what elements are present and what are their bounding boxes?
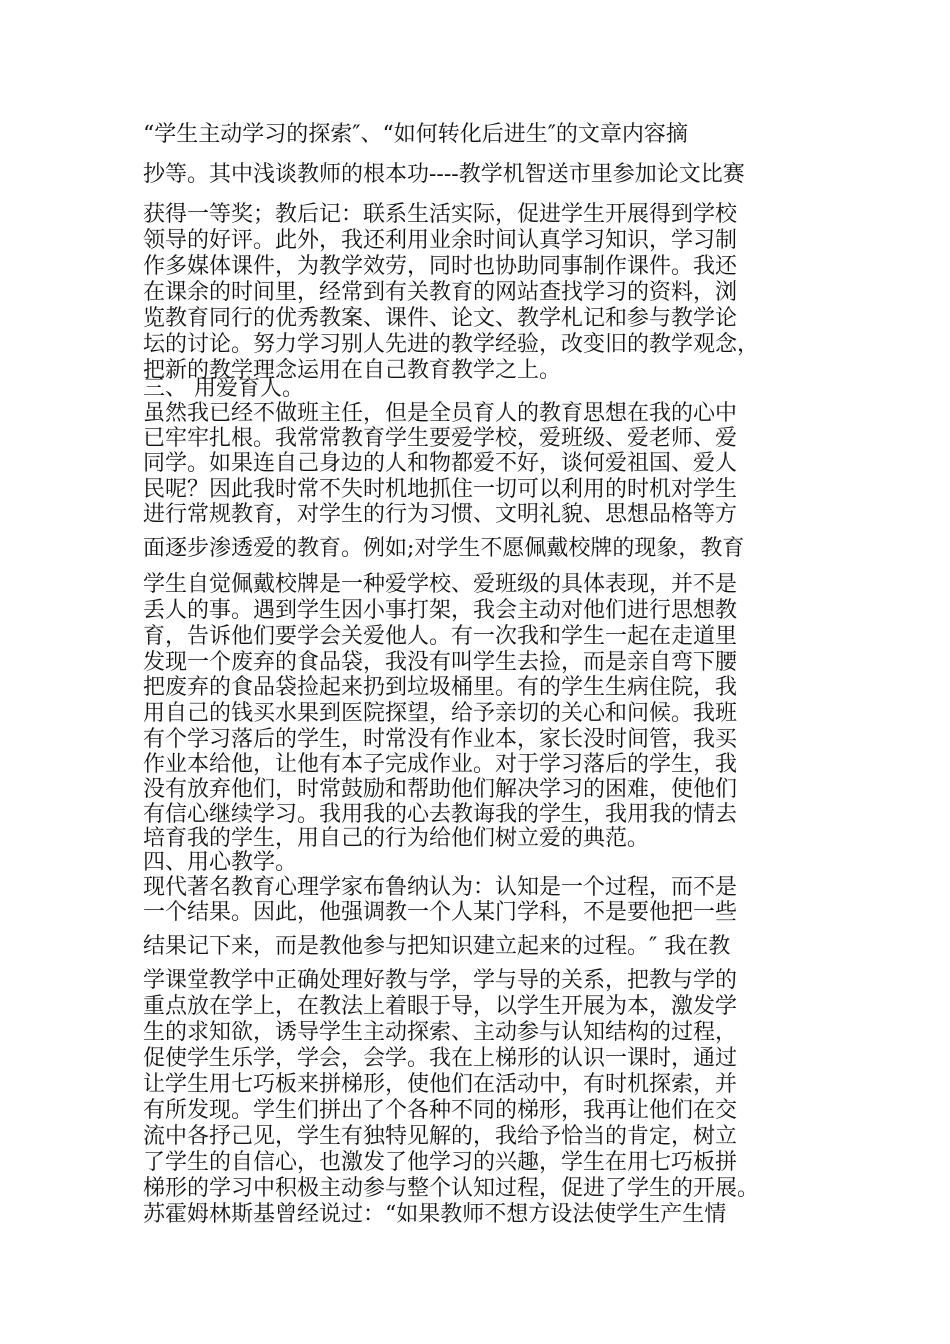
text-line: 促使学生乐学，学会，会学。我在上梯形的认识一课时，通过 xyxy=(143,1046,738,1071)
text-line: 有信心继续学习。我用我的心去教诲我的学生，我用我的情去 xyxy=(143,802,738,827)
text-line: 梯形的学习中积极主动参与整个认知过程，促进了学生的开展。 xyxy=(143,1176,760,1201)
section-heading: 四、用心教学。 xyxy=(143,850,298,875)
text-line: 有个学习落后的学生，时常没有作业本，家长没时间管，我买 xyxy=(143,727,738,752)
text-line: 虽然我已经不做班主任，但是全员育人的教育思想在我的心中 xyxy=(143,401,738,426)
text-line: 让学生用七巧板来拼梯形，使他们在活动中，有时机探索，并 xyxy=(143,1072,738,1097)
text-line: 已牢牢扎根。我常常教育学生要爱学校，爱班级、爱老师、爱 xyxy=(143,426,738,451)
text-line: 获得一等奖；教后记：联系生活实际，促进学生开展得到学校 xyxy=(143,202,738,227)
text-line: 领导的好评。此外，我还利用业余时间认真学习知识，学习制 xyxy=(143,228,738,253)
text-line: 作业本给他，让他有本子完成作业。对于学习落后的学生，我 xyxy=(143,752,738,777)
text-line: 在课余的时间里，经常到有关教育的网站查找学习的资料，浏 xyxy=(143,280,738,305)
text-line: 了学生的自信心，也激发了他学习的兴趣，学生在用七巧板拼 xyxy=(143,1150,738,1175)
text-line: 把新的教学理念运用在自己教育教学之上。 xyxy=(143,358,562,383)
text-line: 用自己的钱买水果到医院探望，给予亲切的关心和问候。我班 xyxy=(143,701,738,726)
text-line: 育，告诉他们要学会关爱他人。有一次我和学生一起在走道里 xyxy=(143,624,738,649)
text-line: 把废弃的食品袋捡起来扔到垃圾桶里。有的学生生病住院，我 xyxy=(143,675,738,700)
text-line: 学课堂教学中正确处理好教与学，学与导的关系，把教与学的 xyxy=(143,968,738,993)
text-line: 览教育同行的优秀教案、课件、论文、教学札记和参与教学论 xyxy=(143,306,738,331)
text-line: 坛的讨论。努力学习别人先进的教学经验，改变旧的教学观念， xyxy=(143,332,760,357)
text-line: 没有放弃他们，时常鼓励和帮助他们解决学习的困难，使他们 xyxy=(143,777,738,802)
text-line: “学生主动学习的探索″、“如何转化后进生″的文章内容摘 xyxy=(143,122,688,147)
text-line: 生的求知欲，诱导学生主动探索、主动参与认知结构的过程， xyxy=(143,1020,738,1045)
text-line: 民呢？因此我时常不失时机地抓住一切可以利用的时机对学生 xyxy=(143,477,738,502)
section-heading: 三、 用爱育人。 xyxy=(143,376,304,401)
text-line: 同学。如果连自己身边的人和物都爱不好，谈何爱祖国、爱人 xyxy=(143,451,738,476)
text-line: 苏霍姆林斯基曾经说过：“如果教师不想方设法使学生产生情 xyxy=(143,1202,727,1227)
text-line: 流中各抒己见，学生有独特见解的，我给予恰当的肯定，树立 xyxy=(143,1124,738,1149)
text-line: 结果记下来，而是教他参与把知识建立起来的过程。″ 我在教 xyxy=(143,934,731,959)
text-line: 有所发现。学生们拼出了个各种不同的梯形，我再让他们在交 xyxy=(143,1098,738,1123)
text-line: 作多媒体课件，为教学效劳，同时也协助同事制作课件。我还 xyxy=(143,254,738,279)
text-line: 抄等。其中浅谈教师的根本功----教学机智送市里参加论文比赛 xyxy=(143,162,745,187)
text-line: 面逐步渗透爱的教育。例如;对学生不愿佩戴校牌的现象，教育 xyxy=(143,536,745,561)
text-line: 丢人的事。遇到学生因小事打架，我会主动对他们进行思想教 xyxy=(143,598,738,623)
text-line: 现代著名教育心理学家布鲁纳认为：认知是一个过程，而不是 xyxy=(143,875,738,900)
text-line: 学生自觉佩戴校牌是一种爱学校、爱班级的具体表现，并不是 xyxy=(143,572,738,597)
text-line: 重点放在学上，在教法上着眼于导，以学生开展为本，激发学 xyxy=(143,994,738,1019)
text-line: 发现一个废弃的食品袋，我没有叫学生去捡，而是亲自弯下腰 xyxy=(143,650,738,675)
text-line: 一个结果。因此，他强调教一个人某门学科，不是要他把一些 xyxy=(143,900,738,925)
text-line: 培育我的学生，用自己的行为给他们树立爱的典范。 xyxy=(143,826,650,851)
text-line: 进行常规教育，对学生的行为习惯、文明礼貌、思想品格等方 xyxy=(143,502,738,527)
